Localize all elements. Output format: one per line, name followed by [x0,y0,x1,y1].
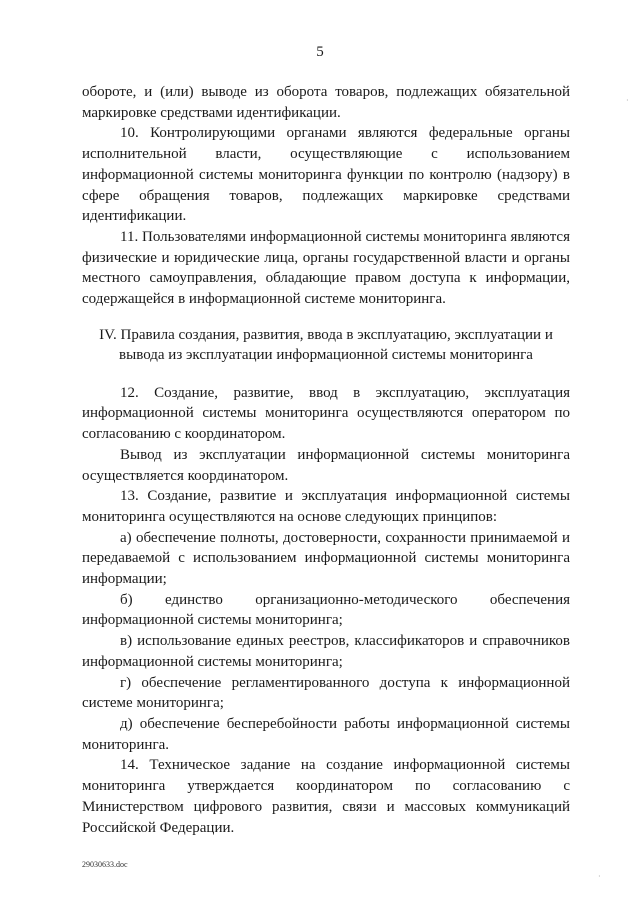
document-body [82,82,570,838]
paragraph-item-10: 10. Контролирующими органами являются федеральные органы исполнительной власти, осуществляющие с использованием информационной системы мониторинга функции по контролю (надзору) в сфере обращения товаров, подлежащих маркировке средствами идентификации. [82,125,570,225]
scan-mark-bottom: · [598,872,601,881]
page-number: 5 [316,44,324,60]
principle-b: б) единство организационно-методического обеспечения информационной системы мониторинга; [82,591,570,629]
principle-a: а) обеспечение полноты, достоверности, сохранности принимаемой и передаваемой с использованием информационной системы мониторинга информации; [82,529,570,588]
paragraph-continuation: обороте, и (или) выводе из оборота товаров, подлежащих обязательной маркировке средствами идентификации. [82,84,570,121]
section-heading-line-2: вывода из эксплуатации информационной системы мониторинга [119,346,533,363]
section-heading [82,325,570,365]
paragraph-item-12: 12. Создание, развитие, ввод в эксплуатацию, эксплуатация информационной системы мониторинга осуществляются оператором по согласованию с координатором. [82,384,570,443]
section-heading-line-1: IV. Правила создания, развития, ввода в эксплуатацию, эксплуатации и [99,326,553,343]
paragraph-item-13: 13. Создание, развитие и эксплуатация информационной системы мониторинга осуществляются на основе следующих принципов: [82,488,570,525]
paragraph-decommission: Вывод из эксплуатации информационной системы мониторинга осуществляется координатором. [82,446,570,484]
paragraph-item-14: 14. Техническое задание на создание информационной системы мониторинга утверждается координатором по согласованию с Министерством цифрового развития, связи и массовых коммуникаций Российской Федерации. [82,757,570,836]
scan-mark-top: · [626,96,629,105]
footer-doc-code: 29030633.doc [82,860,128,869]
principle-c: в) использование единых реестров, классификаторов и справочников информационной системы мониторинга; [82,633,570,670]
principle-d: г) обеспечение регламентированного доступа к информационной системе мониторинга; [82,674,570,712]
principle-e: д) обеспечение бесперебойности работы информационной системы мониторинга. [82,715,570,753]
paragraph-item-11: 11. Пользователями информационной системы мониторинга являются физические и юридические лица, органы государственной власти и органы местного самоуправления, обладающие правом доступа к информации, содержащейся в информационной системе мониторинга. [82,228,570,308]
